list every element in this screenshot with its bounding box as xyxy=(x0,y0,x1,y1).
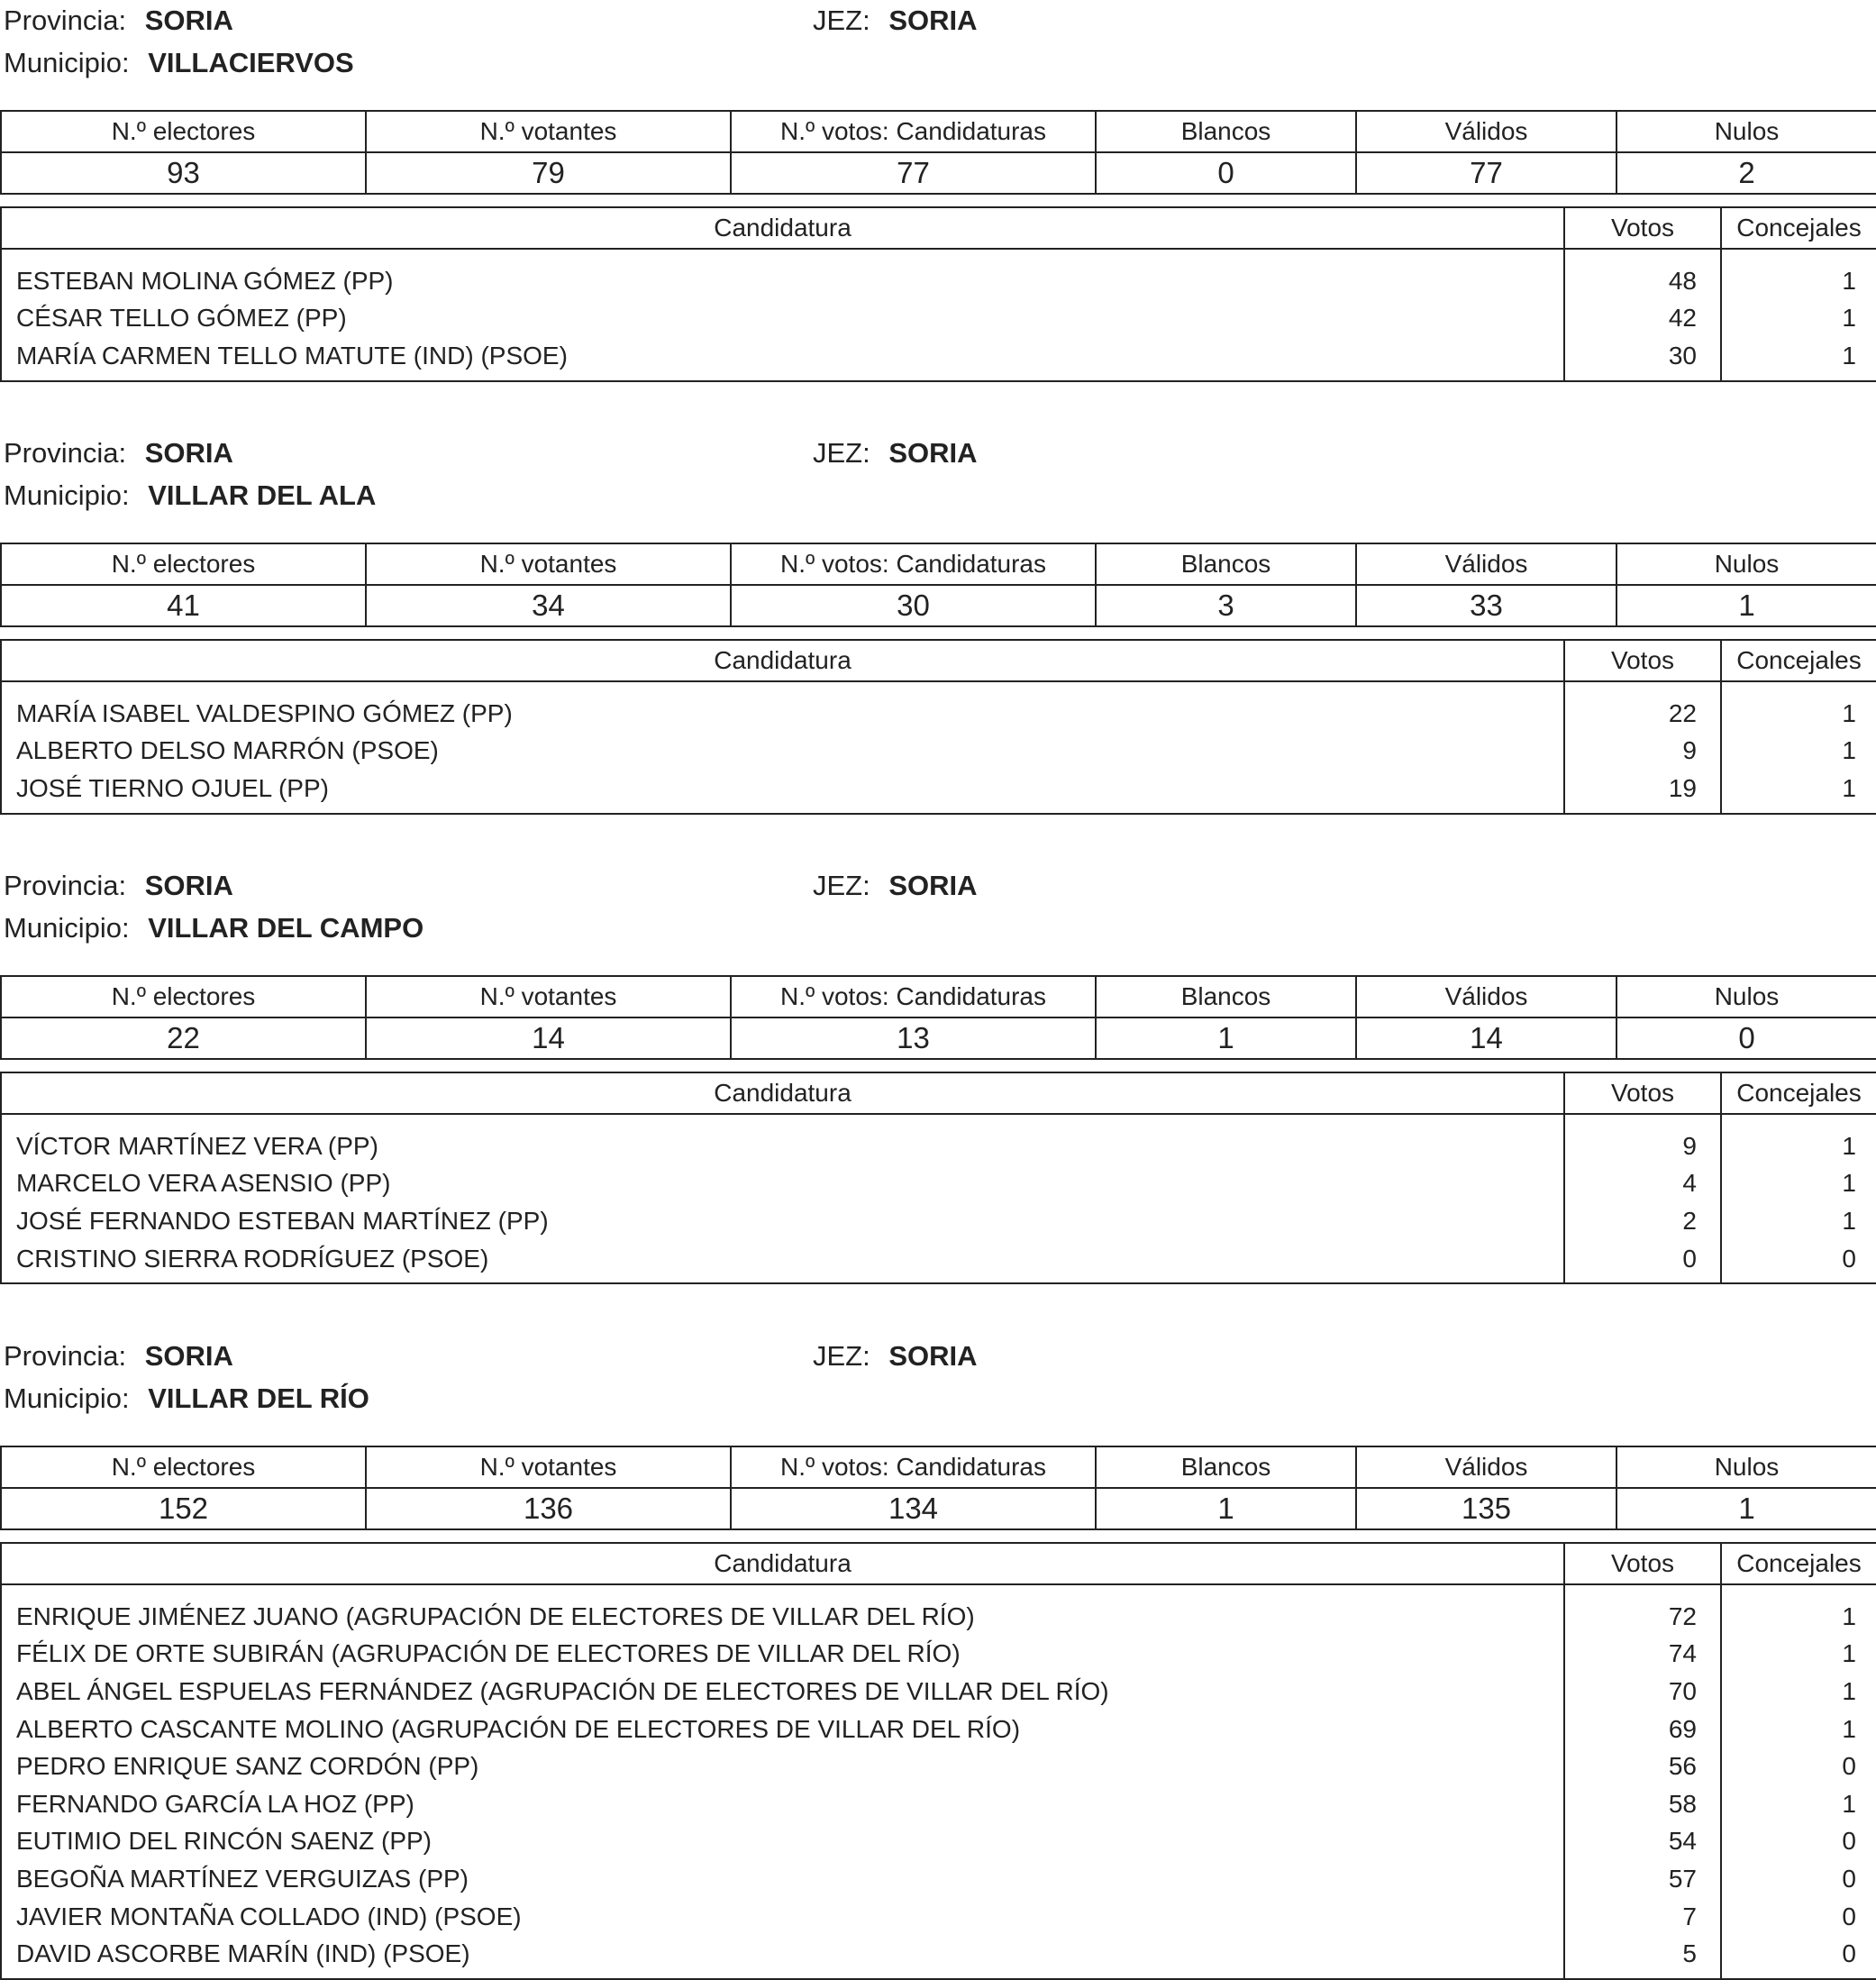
candidates-table xyxy=(0,1542,1876,1980)
candidate-councillors: 1 xyxy=(1721,1584,1876,1636)
candidate-councillors: 1 xyxy=(1721,770,1876,814)
candidates-header-row xyxy=(1,1072,1876,1114)
stats-header-nulos: Nulos xyxy=(1616,1446,1876,1488)
candidates-header-row xyxy=(1,1543,1876,1584)
stats-electores: 22 xyxy=(1,1017,366,1059)
candidate-votes: 69 xyxy=(1564,1711,1721,1748)
stats-votantes: 34 xyxy=(366,585,731,626)
candidate-votes: 57 xyxy=(1564,1860,1721,1898)
candidate-councillors: 1 xyxy=(1721,1202,1876,1240)
stats-header-votantes: N.º votantes xyxy=(366,1446,731,1488)
municipio-label: Municipio: xyxy=(4,479,130,511)
provincia-label: Provincia: xyxy=(4,870,127,901)
candidate-row xyxy=(1,249,1876,300)
jez-line xyxy=(813,435,978,471)
candidate-votes: 70 xyxy=(1564,1673,1721,1711)
candidate-row xyxy=(1,770,1876,814)
stats-header-votantes: N.º votantes xyxy=(366,543,731,585)
municipio-line xyxy=(4,45,354,81)
provincia-label: Provincia: xyxy=(4,5,127,36)
municipio-line xyxy=(4,1381,369,1417)
candidate-councillors: 1 xyxy=(1721,337,1876,381)
candidate-votes: 22 xyxy=(1564,681,1721,733)
candidate-votes: 72 xyxy=(1564,1584,1721,1636)
candidate-name: ABEL ÁNGEL ESPUELAS FERNÁNDEZ (AGRUPACIÓN DE ELECTORES DE VILLAR DEL RÍO) xyxy=(1,1673,1564,1711)
candidate-name: MARÍA CARMEN TELLO MATUTE (IND) (PSOE) xyxy=(1,337,1564,381)
stats-header-nulos: Nulos xyxy=(1616,543,1876,585)
candidate-votes: 48 xyxy=(1564,249,1721,300)
stats-header-blancos: Blancos xyxy=(1096,543,1356,585)
candidate-votes: 42 xyxy=(1564,300,1721,338)
stats-table xyxy=(0,1446,1876,1530)
candidate-votes: 4 xyxy=(1564,1165,1721,1203)
stats-values-row xyxy=(1,152,1876,194)
jez-value: SORIA xyxy=(888,1340,978,1372)
candidates-header-row xyxy=(1,207,1876,249)
stats-header-votos-candidaturas: N.º votos: Candidaturas xyxy=(731,976,1096,1017)
votos-header: Votos xyxy=(1564,1072,1721,1114)
concejales-header: Concejales xyxy=(1721,1072,1876,1114)
stats-blancos: 3 xyxy=(1096,585,1356,626)
candidate-councillors: 1 xyxy=(1721,1785,1876,1823)
stats-values-row xyxy=(1,1017,1876,1059)
stats-header-electores: N.º electores xyxy=(1,1446,366,1488)
municipio-label: Municipio: xyxy=(4,912,130,944)
candidate-row xyxy=(1,1935,1876,1979)
municipio-value: VILLAR DEL RÍO xyxy=(148,1382,369,1414)
jez-label: JEZ: xyxy=(813,1340,870,1372)
stats-header-validos: Válidos xyxy=(1356,1446,1616,1488)
jez-label: JEZ: xyxy=(813,437,870,469)
stats-blancos: 1 xyxy=(1096,1488,1356,1529)
candidate-votes: 74 xyxy=(1564,1636,1721,1674)
candidate-votes: 2 xyxy=(1564,1202,1721,1240)
candidate-votes: 58 xyxy=(1564,1785,1721,1823)
candidate-councillors: 1 xyxy=(1721,1673,1876,1711)
candidate-councillors: 1 xyxy=(1721,733,1876,771)
stats-header-row xyxy=(1,543,1876,585)
stats-header-blancos: Blancos xyxy=(1096,976,1356,1017)
candidates-header-row xyxy=(1,640,1876,681)
candidate-name: ESTEBAN MOLINA GÓMEZ (PP) xyxy=(1,249,1564,300)
candidate-councillors: 0 xyxy=(1721,1747,1876,1785)
candidate-votes: 54 xyxy=(1564,1823,1721,1861)
jez-label: JEZ: xyxy=(813,5,870,36)
stats-electores: 152 xyxy=(1,1488,366,1529)
candidate-name: JOSÉ TIERNO OJUEL (PP) xyxy=(1,770,1564,814)
stats-header-votos-candidaturas: N.º votos: Candidaturas xyxy=(731,111,1096,152)
stats-header-validos: Válidos xyxy=(1356,976,1616,1017)
candidate-votes: 9 xyxy=(1564,733,1721,771)
jez-value: SORIA xyxy=(888,870,978,901)
candidate-row xyxy=(1,1584,1876,1636)
stats-nulos: 0 xyxy=(1616,1017,1876,1059)
provincia-line xyxy=(4,868,233,904)
stats-votos-candidaturas: 77 xyxy=(731,152,1096,194)
stats-header-electores: N.º electores xyxy=(1,976,366,1017)
candidatura-header: Candidatura xyxy=(1,1072,1564,1114)
municipio-label: Municipio: xyxy=(4,1382,130,1414)
jez-line xyxy=(813,3,978,39)
candidate-votes: 30 xyxy=(1564,337,1721,381)
stats-validos: 135 xyxy=(1356,1488,1616,1529)
candidate-councillors: 0 xyxy=(1721,1935,1876,1979)
candidate-row xyxy=(1,1673,1876,1711)
stats-table xyxy=(0,110,1876,195)
jez-line xyxy=(813,1338,978,1374)
municipio-label: Municipio: xyxy=(4,47,130,78)
jez-label: JEZ: xyxy=(813,870,870,901)
municipio-value: VILLAR DEL CAMPO xyxy=(148,912,424,944)
candidate-name: VÍCTOR MARTÍNEZ VERA (PP) xyxy=(1,1114,1564,1165)
candidatura-header: Candidatura xyxy=(1,1543,1564,1584)
candidate-councillors: 0 xyxy=(1721,1898,1876,1936)
concejales-header: Concejales xyxy=(1721,640,1876,681)
stats-validos: 77 xyxy=(1356,152,1616,194)
stats-nulos: 2 xyxy=(1616,152,1876,194)
candidate-votes: 56 xyxy=(1564,1747,1721,1785)
stats-electores: 41 xyxy=(1,585,366,626)
stats-votantes: 136 xyxy=(366,1488,731,1529)
candidate-row xyxy=(1,681,1876,733)
candidate-name: MARÍA ISABEL VALDESPINO GÓMEZ (PP) xyxy=(1,681,1564,733)
candidate-name: CÉSAR TELLO GÓMEZ (PP) xyxy=(1,300,1564,338)
candidatura-header: Candidatura xyxy=(1,207,1564,249)
provincia-label: Provincia: xyxy=(4,1340,127,1372)
candidate-row xyxy=(1,300,1876,338)
stats-header-row xyxy=(1,1446,1876,1488)
stats-votos-candidaturas: 30 xyxy=(731,585,1096,626)
stats-header-electores: N.º electores xyxy=(1,111,366,152)
candidate-name: ENRIQUE JIMÉNEZ JUANO (AGRUPACIÓN DE ELECTORES DE VILLAR DEL RÍO) xyxy=(1,1584,1564,1636)
candidate-votes: 5 xyxy=(1564,1935,1721,1979)
candidate-name: EUTIMIO DEL RINCÓN SAENZ (PP) xyxy=(1,1823,1564,1861)
candidate-councillors: 1 xyxy=(1721,300,1876,338)
provincia-value: SORIA xyxy=(144,437,233,469)
candidate-votes: 9 xyxy=(1564,1114,1721,1165)
jez-line xyxy=(813,868,978,904)
stats-header-electores: N.º electores xyxy=(1,543,366,585)
candidate-councillors: 1 xyxy=(1721,1636,1876,1674)
stats-header-nulos: Nulos xyxy=(1616,976,1876,1017)
stats-header-validos: Válidos xyxy=(1356,543,1616,585)
candidate-name: CRISTINO SIERRA RODRÍGUEZ (PSOE) xyxy=(1,1240,1564,1284)
stats-table xyxy=(0,543,1876,627)
stats-validos: 33 xyxy=(1356,585,1616,626)
stats-votos-candidaturas: 13 xyxy=(731,1017,1096,1059)
stats-header-blancos: Blancos xyxy=(1096,111,1356,152)
candidate-councillors: 1 xyxy=(1721,1711,1876,1748)
candidates-table xyxy=(0,639,1876,815)
stats-header-votantes: N.º votantes xyxy=(366,111,731,152)
stats-validos: 14 xyxy=(1356,1017,1616,1059)
candidate-votes: 7 xyxy=(1564,1898,1721,1936)
municipio-value: VILLACIERVOS xyxy=(148,47,354,78)
stats-nulos: 1 xyxy=(1616,585,1876,626)
stats-header-votos-candidaturas: N.º votos: Candidaturas xyxy=(731,543,1096,585)
candidate-row xyxy=(1,1114,1876,1165)
candidate-votes: 19 xyxy=(1564,770,1721,814)
candidate-councillors: 0 xyxy=(1721,1823,1876,1861)
candidate-row xyxy=(1,1165,1876,1203)
candidate-name: JAVIER MONTAÑA COLLADO (IND) (PSOE) xyxy=(1,1898,1564,1936)
votos-header: Votos xyxy=(1564,207,1721,249)
stats-header-row xyxy=(1,111,1876,152)
provincia-line xyxy=(4,3,233,39)
candidate-name: PEDRO ENRIQUE SANZ CORDÓN (PP) xyxy=(1,1747,1564,1785)
candidate-votes: 0 xyxy=(1564,1240,1721,1284)
candidate-name: FERNANDO GARCÍA LA HOZ (PP) xyxy=(1,1785,1564,1823)
candidate-name: DAVID ASCORBE MARÍN (IND) (PSOE) xyxy=(1,1935,1564,1979)
candidate-name: BEGOÑA MARTÍNEZ VERGUIZAS (PP) xyxy=(1,1860,1564,1898)
candidate-row xyxy=(1,1202,1876,1240)
provincia-line xyxy=(4,435,233,471)
candidate-row xyxy=(1,1636,1876,1674)
candidates-table xyxy=(0,1072,1876,1284)
candidate-councillors: 1 xyxy=(1721,1114,1876,1165)
municipio-line xyxy=(4,910,423,946)
candidatura-header: Candidatura xyxy=(1,640,1564,681)
candidate-row xyxy=(1,1823,1876,1861)
candidate-row xyxy=(1,1240,1876,1284)
votos-header: Votos xyxy=(1564,640,1721,681)
stats-header-row xyxy=(1,976,1876,1017)
stats-header-validos: Válidos xyxy=(1356,111,1616,152)
candidate-councillors: 1 xyxy=(1721,1165,1876,1203)
votos-header: Votos xyxy=(1564,1543,1721,1584)
stats-votos-candidaturas: 134 xyxy=(731,1488,1096,1529)
stats-header-votantes: N.º votantes xyxy=(366,976,731,1017)
municipio-value: VILLAR DEL ALA xyxy=(148,479,377,511)
stats-values-row xyxy=(1,1488,1876,1529)
stats-header-blancos: Blancos xyxy=(1096,1446,1356,1488)
candidates-table xyxy=(0,206,1876,382)
candidate-councillors: 0 xyxy=(1721,1240,1876,1284)
provincia-label: Provincia: xyxy=(4,437,127,469)
jez-value: SORIA xyxy=(888,437,978,469)
candidate-councillors: 0 xyxy=(1721,1860,1876,1898)
candidate-councillors: 1 xyxy=(1721,681,1876,733)
candidate-row xyxy=(1,1860,1876,1898)
candidate-row xyxy=(1,1711,1876,1748)
provincia-value: SORIA xyxy=(144,870,233,901)
candidate-name: ALBERTO DELSO MARRÓN (PSOE) xyxy=(1,733,1564,771)
stats-blancos: 1 xyxy=(1096,1017,1356,1059)
candidate-name: ALBERTO CASCANTE MOLINO (AGRUPACIÓN DE ELECTORES DE VILLAR DEL RÍO) xyxy=(1,1711,1564,1748)
stats-header-nulos: Nulos xyxy=(1616,111,1876,152)
provincia-line xyxy=(4,1338,233,1374)
stats-values-row xyxy=(1,585,1876,626)
candidate-name: JOSÉ FERNANDO ESTEBAN MARTÍNEZ (PP) xyxy=(1,1202,1564,1240)
stats-table xyxy=(0,975,1876,1060)
provincia-value: SORIA xyxy=(144,1340,233,1372)
stats-blancos: 0 xyxy=(1096,152,1356,194)
concejales-header: Concejales xyxy=(1721,207,1876,249)
candidate-row xyxy=(1,1898,1876,1936)
stats-nulos: 1 xyxy=(1616,1488,1876,1529)
stats-votantes: 79 xyxy=(366,152,731,194)
candidate-row xyxy=(1,1747,1876,1785)
candidate-row xyxy=(1,733,1876,771)
stats-header-votos-candidaturas: N.º votos: Candidaturas xyxy=(731,1446,1096,1488)
candidate-councillors: 1 xyxy=(1721,249,1876,300)
stats-votantes: 14 xyxy=(366,1017,731,1059)
municipio-line xyxy=(4,478,376,514)
candidate-row xyxy=(1,1785,1876,1823)
stats-electores: 93 xyxy=(1,152,366,194)
candidate-name: MARCELO VERA ASENSIO (PP) xyxy=(1,1165,1564,1203)
candidate-row xyxy=(1,337,1876,381)
candidate-name: FÉLIX DE ORTE SUBIRÁN (AGRUPACIÓN DE ELECTORES DE VILLAR DEL RÍO) xyxy=(1,1636,1564,1674)
provincia-value: SORIA xyxy=(144,5,233,36)
jez-value: SORIA xyxy=(888,5,978,36)
concejales-header: Concejales xyxy=(1721,1543,1876,1584)
